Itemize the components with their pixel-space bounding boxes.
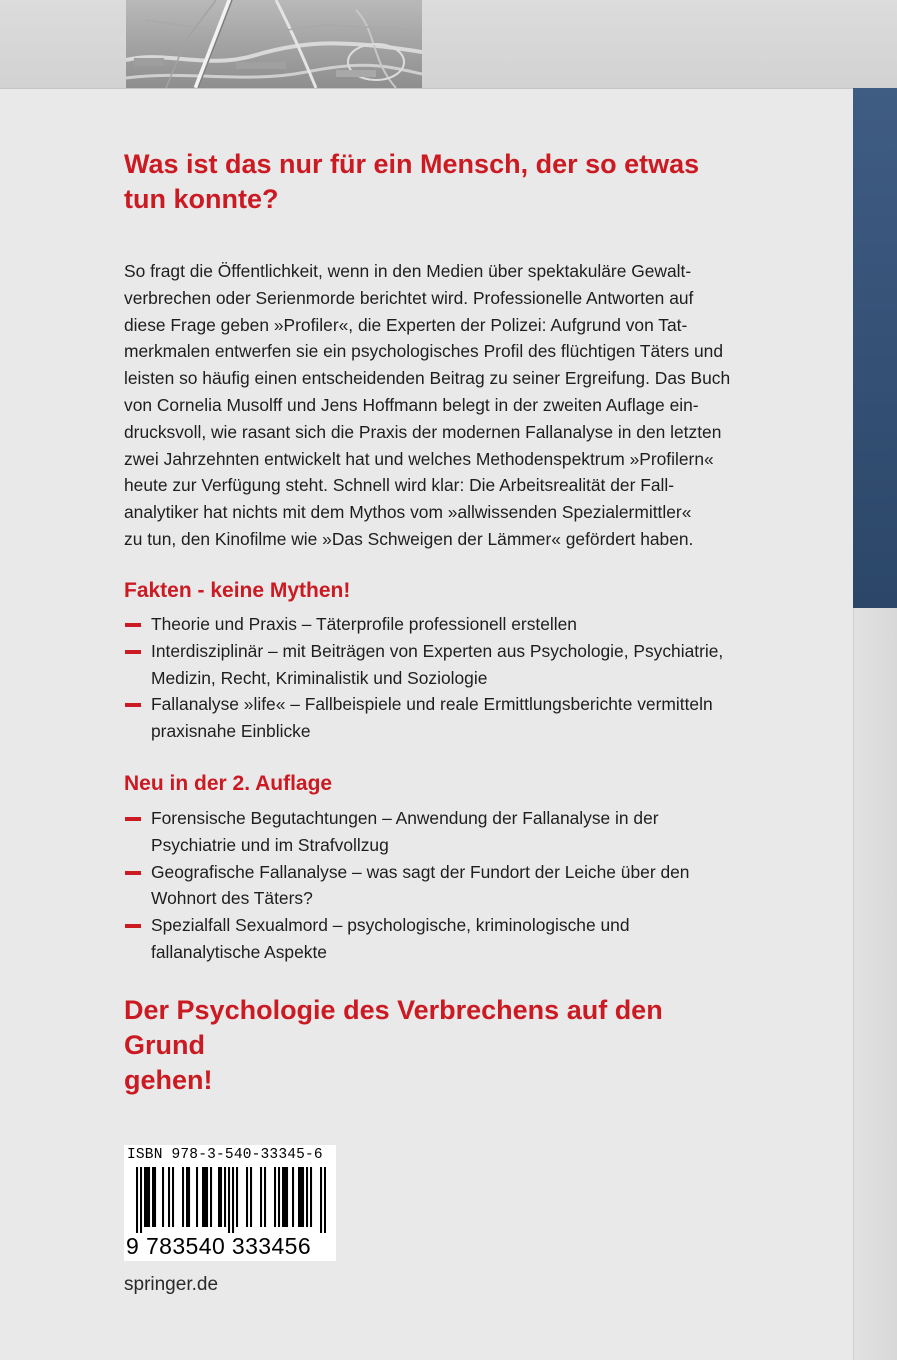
new-edition-list	[124, 805, 744, 966]
red-dash-bullet-icon	[125, 924, 141, 928]
cover-top-strip	[0, 0, 897, 89]
barcode-bar	[210, 1167, 212, 1227]
list-item-line: fallanalytische Aspekte	[151, 941, 327, 962]
list-item-line: Spezialfall Sexualmord – psychologische, kriminologische und	[151, 915, 630, 936]
barcode-bar	[188, 1167, 190, 1227]
barcode-bar	[206, 1167, 208, 1227]
list-item-line: praxisnahe Einblicke	[151, 721, 311, 742]
main-headline-line-2: tun konnte?	[124, 184, 279, 214]
barcode-bar	[236, 1167, 238, 1227]
list-item	[124, 912, 744, 966]
map-photo-graphic	[126, 0, 422, 88]
barcode-bar	[320, 1167, 322, 1233]
barcode-bar	[306, 1167, 308, 1227]
list-item-line: Forensische Begutachtungen – Anwendung der Fallanalyse in der	[151, 808, 659, 828]
barcode-bar	[286, 1167, 288, 1227]
list-item-line: Medizin, Recht, Kriminalistik und Soziologie	[151, 667, 488, 688]
barcode-bar	[250, 1167, 252, 1227]
barcode-bar	[140, 1167, 142, 1233]
barcode-bar	[292, 1167, 294, 1227]
intro-line: von Cornelia Musolff und Jens Hoffmann belegt in der zweiten Auflage ein-	[124, 394, 699, 415]
facts-list	[124, 611, 744, 745]
red-dash-bullet-icon	[125, 871, 141, 875]
list-item-line: Theorie und Praxis – Täterprofile professionell erstellen	[151, 614, 577, 634]
isbn-text: ISBN 978-3-540-33345-6	[127, 1147, 323, 1163]
list-item-line: Geografische Fallanalyse – was sagt der Fundort der Leiche über den	[151, 861, 690, 882]
list-item	[124, 638, 744, 692]
list-item	[124, 691, 744, 745]
list-item	[124, 805, 744, 859]
intro-line: diese Frage geben »Profiler«, die Experten der Polizei: Aufgrund von Tat-	[124, 314, 688, 335]
new-edition-section-title: Neu in der 2. Auflage	[124, 772, 333, 795]
barcode-bar	[298, 1167, 300, 1227]
barcode-bar	[264, 1167, 266, 1227]
map-pin-photo	[126, 0, 422, 88]
barcode-bar	[232, 1167, 234, 1233]
ean-digits: 9 783540 333456	[126, 1233, 312, 1259]
barcode-bar	[168, 1167, 170, 1227]
barcode-bar	[324, 1167, 326, 1233]
barcode-bar	[172, 1167, 174, 1227]
list-item-line: Interdisziplinär – mit Beiträgen von Experten aus Psychologie, Psychiatrie,	[151, 640, 724, 661]
list-item-line: Psychiatrie und im Strafvollzug	[151, 834, 389, 855]
barcode-bar	[246, 1167, 248, 1227]
barcode-bar	[136, 1167, 138, 1233]
barcode-bar	[224, 1167, 226, 1227]
barcode-bar	[300, 1167, 302, 1227]
intro-line: merkmalen entwerfen sie ein psychologisches Profil des flüchtigen Täters und	[124, 341, 724, 362]
main-headline	[124, 147, 724, 217]
intro-line: heute zur Verfügung steht. Schnell wird klar: Die Arbeitsrealität der Fall-	[124, 475, 675, 496]
intro-paragraph	[124, 258, 731, 553]
list-item	[124, 859, 744, 913]
spine-blue-band	[853, 88, 897, 608]
intro-line: zwei Jahrzehnten entwickelt hat und welches Methodenspektrum »Profilern«	[124, 448, 714, 469]
barcode-bar	[144, 1167, 146, 1227]
spine-grey-band	[853, 608, 897, 1360]
barcode-bar	[146, 1167, 148, 1227]
intro-line: So fragt die Öffentlichkeit, wenn in den Medien über spektakuläre Gewalt-	[124, 261, 692, 281]
barcode-bar	[284, 1167, 286, 1227]
red-dash-bullet-icon	[125, 703, 141, 707]
list-item	[124, 611, 744, 638]
intro-line: analytiker hat nichts mit dem Mythos vom »allwissenden Spezialermittler«	[124, 502, 692, 523]
barcode-bar	[204, 1167, 206, 1227]
barcode-bar	[274, 1167, 276, 1227]
barcode-bar	[310, 1167, 312, 1227]
barcode-bar	[186, 1167, 188, 1227]
barcode-bar	[152, 1167, 154, 1227]
intro-line: leisten so häufig einen entscheidenden Beitrag zu seiner Ergreifung. Das Buch	[124, 368, 731, 389]
barcode-bar	[148, 1167, 150, 1227]
isbn-barcode	[124, 1145, 336, 1261]
barcode-bar	[196, 1167, 198, 1227]
barcode-bar	[282, 1167, 284, 1227]
barcode-bar	[154, 1167, 156, 1227]
red-dash-bullet-icon	[125, 650, 141, 654]
barcode-bar	[218, 1167, 220, 1227]
barcode-bar	[202, 1167, 204, 1227]
intro-line: drucksvoll, wie rasant sich die Praxis der modernen Fallanalyse in den letzten	[124, 421, 722, 442]
closing-headline-line-1: Der Psychologie des Verbrechens auf den Grund	[124, 995, 663, 1060]
barcode-bar	[278, 1167, 280, 1227]
publisher-website: springer.de	[124, 1274, 219, 1295]
intro-line: verbrechen oder Serienmorde berichtet wird. Professionelle Antworten auf	[124, 287, 694, 308]
barcode-bar	[220, 1167, 222, 1227]
red-dash-bullet-icon	[125, 623, 141, 627]
barcode-bar	[260, 1167, 262, 1227]
barcode-bars	[136, 1167, 326, 1233]
barcode-bar	[228, 1167, 230, 1233]
barcode-bar	[302, 1167, 304, 1227]
list-item-line: Wohnort des Täters?	[151, 888, 313, 909]
barcode-bar	[182, 1167, 184, 1227]
facts-section-title: Fakten - keine Mythen!	[124, 579, 351, 602]
intro-line: zu tun, den Kinofilme wie »Das Schweigen der Lämmer« gefördert haben.	[124, 528, 694, 549]
closing-headline-line-2: gehen!	[124, 1065, 213, 1095]
main-headline-line-1: Was ist das nur für ein Mensch, der so etwas	[124, 149, 700, 179]
red-dash-bullet-icon	[125, 817, 141, 821]
closing-headline	[124, 993, 724, 1098]
list-item-line: Fallanalyse »life« – Fallbeispiele und reale Ermittlungsberichte vermitteln	[151, 694, 713, 715]
barcode-bar	[162, 1167, 164, 1227]
